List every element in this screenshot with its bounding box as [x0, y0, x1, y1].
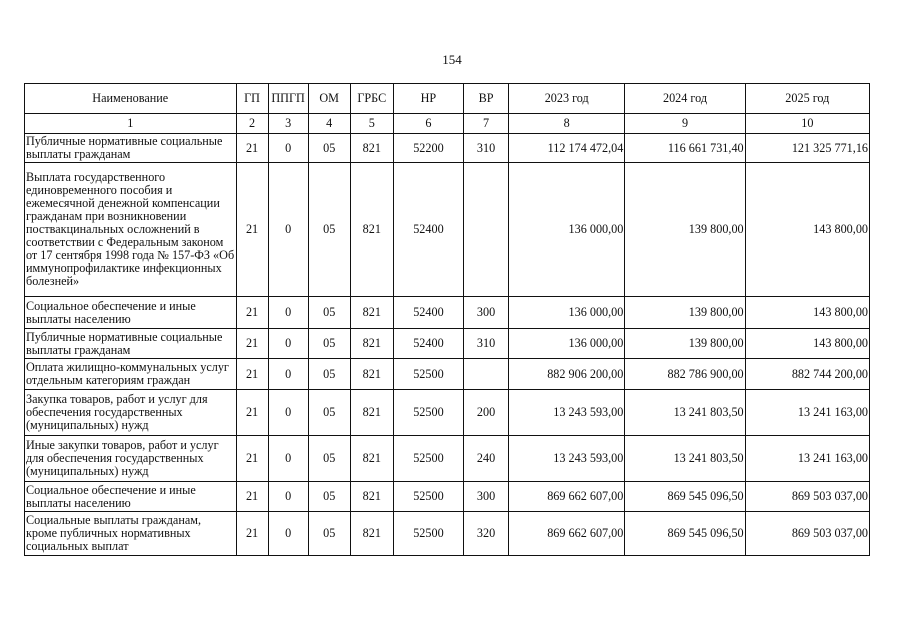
row-nr: 52500: [393, 436, 463, 482]
row-ppgp: 0: [268, 297, 308, 329]
row-nr: 52500: [393, 359, 463, 390]
header-ppgp: ППГП: [268, 84, 308, 114]
row-om: 05: [308, 359, 350, 390]
row-amount-2025: 869 503 037,00: [745, 512, 869, 556]
row-om: 05: [308, 297, 350, 329]
row-ppgp: 0: [268, 436, 308, 482]
row-om: 05: [308, 390, 350, 436]
row-vr: [464, 359, 509, 390]
header-gp: ГП: [236, 84, 268, 114]
row-gp: 21: [236, 163, 268, 297]
row-name: Оплата жилищно-коммунальных услуг отдельным категориям граждан: [25, 359, 237, 390]
row-nr: 52500: [393, 390, 463, 436]
row-amount-2025: 143 800,00: [745, 163, 869, 297]
row-amount-2024: 139 800,00: [625, 329, 745, 359]
row-vr: 320: [464, 512, 509, 556]
row-amount-2025: 143 800,00: [745, 329, 869, 359]
row-om: 05: [308, 482, 350, 512]
row-grbs: 821: [350, 512, 393, 556]
row-amount-2023: 112 174 472,04: [509, 134, 625, 163]
row-name: Иные закупки товаров, работ и услуг для обеспечения государственных (муниципальных) нужд: [25, 436, 237, 482]
column-number: 10: [745, 114, 869, 134]
row-amount-2023: 136 000,00: [509, 163, 625, 297]
table-row: [25, 359, 870, 390]
table-row: [25, 329, 870, 359]
header-grbs: ГРБС: [350, 84, 393, 114]
column-number: 9: [625, 114, 745, 134]
row-name: Социальное обеспечение и иные выплаты населению: [25, 297, 237, 329]
column-number: 8: [509, 114, 625, 134]
column-number: 6: [393, 114, 463, 134]
row-gp: 21: [236, 390, 268, 436]
row-gp: 21: [236, 512, 268, 556]
row-ppgp: 0: [268, 134, 308, 163]
row-amount-2023: 882 906 200,00: [509, 359, 625, 390]
row-om: 05: [308, 163, 350, 297]
row-amount-2023: 869 662 607,00: [509, 482, 625, 512]
row-amount-2023: 136 000,00: [509, 297, 625, 329]
row-amount-2023: 13 243 593,00: [509, 436, 625, 482]
table-row: [25, 512, 870, 556]
row-ppgp: 0: [268, 163, 308, 297]
row-amount-2024: 13 241 803,50: [625, 390, 745, 436]
row-name: Закупка товаров, работ и услуг для обеспечения государственных (муниципальных) нужд: [25, 390, 237, 436]
row-name: Публичные нормативные социальные выплаты гражданам: [25, 329, 237, 359]
row-name: Выплата государственного единовременного пособия и ежемесячной денежной компенсации гражданам при возникновении поствакцинальных осложнений в соответствии с Федеральным законом от 17 сентября 1998 года № 157-ФЗ «Об иммунопрофилактике инфекционных болезней»: [25, 163, 237, 297]
row-vr: 240: [464, 436, 509, 482]
row-amount-2025: 882 744 200,00: [745, 359, 869, 390]
row-amount-2025: 121 325 771,16: [745, 134, 869, 163]
row-amount-2025: 869 503 037,00: [745, 482, 869, 512]
page-number: 154: [442, 52, 462, 67]
header-row: [25, 84, 870, 114]
column-number: 3: [268, 114, 308, 134]
row-grbs: 821: [350, 482, 393, 512]
row-ppgp: 0: [268, 482, 308, 512]
row-amount-2024: 139 800,00: [625, 297, 745, 329]
column-number: 5: [350, 114, 393, 134]
row-vr: 310: [464, 329, 509, 359]
table-row: [25, 436, 870, 482]
row-grbs: 821: [350, 297, 393, 329]
row-grbs: 821: [350, 329, 393, 359]
row-amount-2025: 13 241 163,00: [745, 436, 869, 482]
row-gp: 21: [236, 482, 268, 512]
budget-table: [24, 83, 870, 556]
table-row: [25, 482, 870, 512]
row-amount-2024: 869 545 096,50: [625, 512, 745, 556]
row-vr: 300: [464, 482, 509, 512]
row-nr: 52200: [393, 134, 463, 163]
row-grbs: 821: [350, 134, 393, 163]
row-nr: 52400: [393, 329, 463, 359]
row-nr: 52400: [393, 297, 463, 329]
column-number: 1: [25, 114, 237, 134]
row-vr: 300: [464, 297, 509, 329]
row-amount-2024: 13 241 803,50: [625, 436, 745, 482]
row-gp: 21: [236, 436, 268, 482]
row-amount-2023: 869 662 607,00: [509, 512, 625, 556]
row-gp: 21: [236, 297, 268, 329]
row-grbs: 821: [350, 436, 393, 482]
header-2024: 2024 год: [625, 84, 745, 114]
row-grbs: 821: [350, 163, 393, 297]
row-amount-2025: 13 241 163,00: [745, 390, 869, 436]
row-om: 05: [308, 436, 350, 482]
row-nr: 52500: [393, 482, 463, 512]
row-om: 05: [308, 329, 350, 359]
row-name: Публичные нормативные социальные выплаты гражданам: [25, 134, 237, 163]
row-amount-2024: 882 786 900,00: [625, 359, 745, 390]
header-2023: 2023 год: [509, 84, 625, 114]
row-vr: 310: [464, 134, 509, 163]
row-amount-2024: 869 545 096,50: [625, 482, 745, 512]
row-gp: 21: [236, 134, 268, 163]
row-om: 05: [308, 134, 350, 163]
table-row: [25, 390, 870, 436]
header-om: ОМ: [308, 84, 350, 114]
row-ppgp: 0: [268, 390, 308, 436]
header-vr: ВР: [464, 84, 509, 114]
column-number: 7: [464, 114, 509, 134]
row-vr: 200: [464, 390, 509, 436]
row-amount-2023: 136 000,00: [509, 329, 625, 359]
row-name: Социальное обеспечение и иные выплаты населению: [25, 482, 237, 512]
header-nr: НР: [393, 84, 463, 114]
row-ppgp: 0: [268, 359, 308, 390]
row-amount-2025: 143 800,00: [745, 297, 869, 329]
row-amount-2023: 13 243 593,00: [509, 390, 625, 436]
row-amount-2024: 139 800,00: [625, 163, 745, 297]
row-gp: 21: [236, 329, 268, 359]
row-nr: 52500: [393, 512, 463, 556]
column-number-row: [25, 114, 870, 134]
row-ppgp: 0: [268, 512, 308, 556]
row-grbs: 821: [350, 359, 393, 390]
row-name: Социальные выплаты гражданам, кроме публичных нормативных социальных выплат: [25, 512, 237, 556]
row-vr: [464, 163, 509, 297]
row-ppgp: 0: [268, 329, 308, 359]
table-row: [25, 134, 870, 163]
header-2025: 2025 год: [745, 84, 869, 114]
column-number: 4: [308, 114, 350, 134]
row-amount-2024: 116 661 731,40: [625, 134, 745, 163]
row-grbs: 821: [350, 390, 393, 436]
table-row: [25, 297, 870, 329]
row-nr: 52400: [393, 163, 463, 297]
row-gp: 21: [236, 359, 268, 390]
row-om: 05: [308, 512, 350, 556]
table-row: [25, 163, 870, 297]
header-name: Наименование: [25, 84, 237, 114]
column-number: 2: [236, 114, 268, 134]
